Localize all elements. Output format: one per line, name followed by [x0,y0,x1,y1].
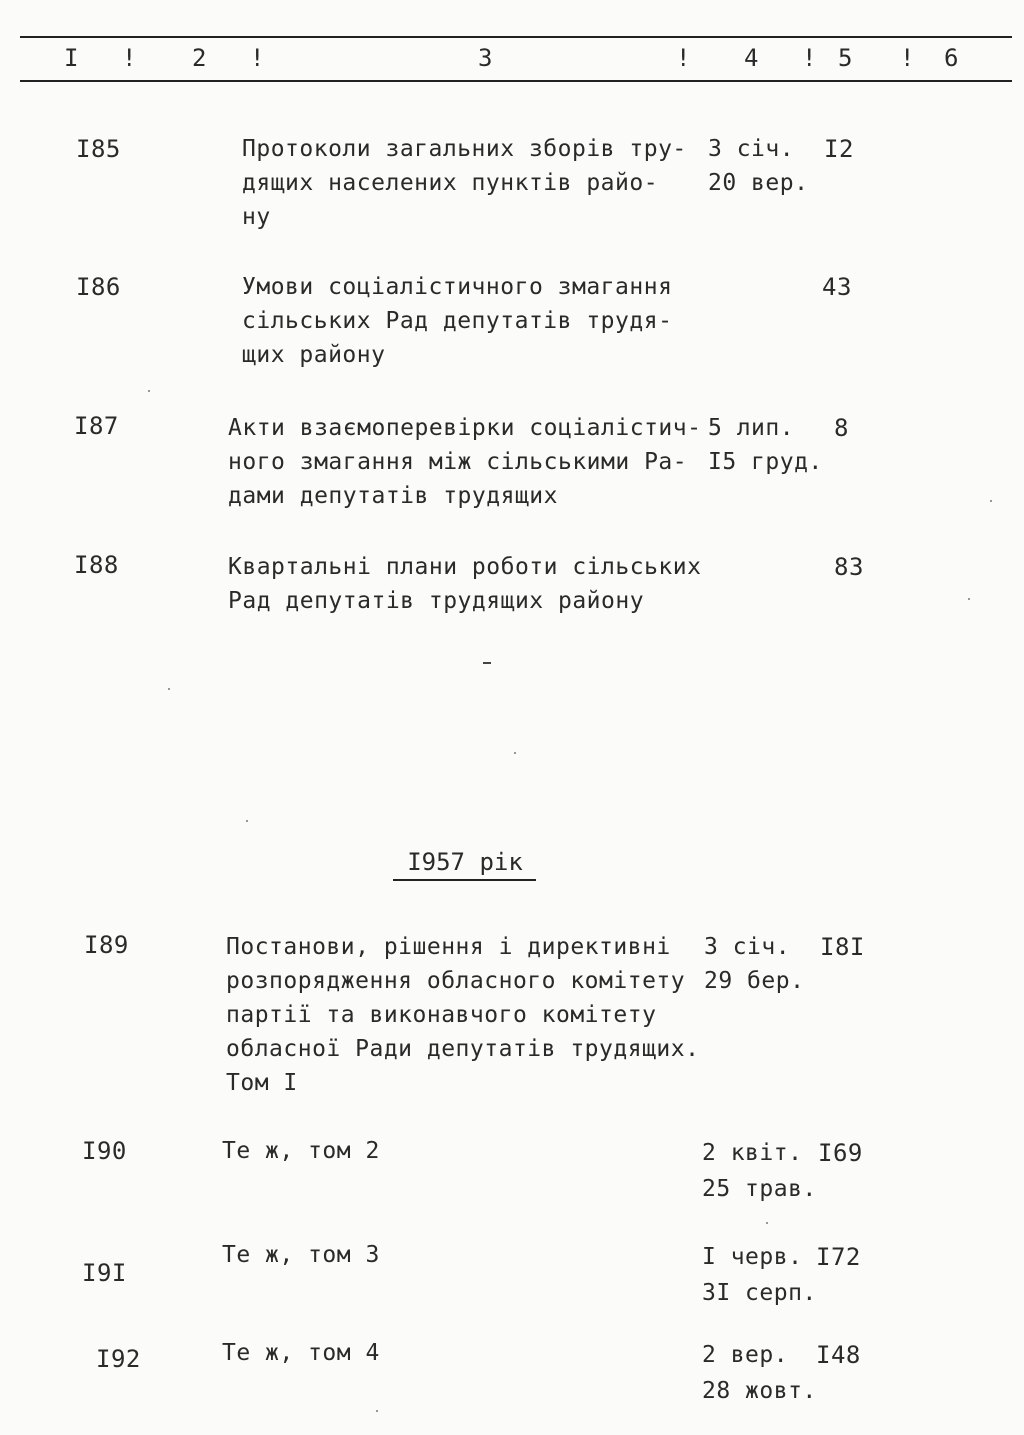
entry-date-start: 3 січ. [708,136,795,162]
entry-sheet-count: I8I [820,933,865,961]
entry-title-line: ного змагання між сільськими Ра- [228,449,688,475]
column-separator: ! [250,44,265,72]
entry-date-end: 20 вер. [708,170,809,196]
column-header-1: I [64,44,79,72]
column-header-3: 3 [478,44,493,72]
scan-speck [168,688,170,690]
entry-date-start: 2 вер. [702,1342,789,1368]
entry-title-line: обласної Ради депутатів трудящих. [226,1036,700,1062]
entry-number: I86 [76,273,121,301]
entry-title-line: партії та виконавчого комітету [226,1002,657,1028]
entry-number: I87 [74,412,119,440]
entry-title-line: Акти взаємоперевірки соціалістич- [228,415,702,441]
entry-title-line: дящих населених пунктів райо- [242,170,659,196]
column-separator: ! [676,44,691,72]
entry-number: I90 [82,1137,127,1165]
column-header-6: 6 [944,44,959,72]
entry-number: I88 [74,551,119,579]
scan-speck [148,390,150,392]
entry-title-line: Протоколи загальних зборів тру- [242,136,687,162]
entry-date-start: 2 квіт. [702,1140,803,1166]
year-heading: I957 рік [407,848,523,876]
entry-title-line: Те ж, том 3 [222,1242,380,1268]
column-separator: ! [802,44,817,72]
column-header-4: 4 [744,44,759,72]
entry-date-start: 3 січ. [704,934,791,960]
year-heading-underline [393,879,536,881]
entry-date-end: 3I серп. [702,1280,817,1306]
entry-title-line: щих району [242,342,386,368]
entry-title-line: Те ж, том 2 [222,1138,380,1164]
entry-date-end: 28 жовт. [702,1378,817,1404]
entry-title-line: ну [242,204,271,230]
entry-date-start: I черв. [702,1244,803,1270]
entry-title-line: Рад депутатів трудящих району [228,588,645,614]
entry-title-line: Квартальні плани роботи сільських [228,554,702,580]
scan-speck [376,1410,378,1412]
entry-sheet-count: 83 [834,553,864,581]
entry-number: I89 [84,931,129,959]
entry-sheet-count: 43 [822,273,852,301]
entry-sheet-count: I72 [816,1243,861,1271]
entry-date-start: 5 лип. [708,415,795,441]
header-top-rule [20,36,1012,38]
scan-speck [990,500,992,502]
scan-speck [514,752,516,754]
entry-number: I85 [76,135,121,163]
entry-number: I92 [96,1345,141,1373]
entry-sheet-count: I69 [818,1139,863,1167]
header-bottom-rule [20,80,1012,82]
scan-speck [968,598,970,600]
entry-date-end: I5 груд. [708,449,823,475]
scan-speck [246,820,248,822]
entry-date-end: 29 бер. [704,968,805,994]
column-header-5: 5 [838,44,853,72]
entry-sheet-count: 8 [834,414,849,442]
entry-title-line: сільських Рад депутатів трудя- [242,308,673,334]
entry-title-line: дами депутатів трудящих [228,483,558,509]
entry-title-line: Те ж, том 4 [222,1340,380,1366]
entry-title-line: Умови соціалістичного змагання [242,274,673,300]
separator-dash [483,662,491,664]
entry-number: I9I [82,1259,127,1287]
entry-sheet-count: I48 [816,1341,861,1369]
entry-date-end: 25 трав. [702,1176,817,1202]
entry-title-line: Том I [226,1070,298,1096]
column-separator: ! [900,44,915,72]
entry-title-line: розпорядження обласного комітету [226,968,686,994]
entry-title-line: Постанови, рішення і директивні [226,934,671,960]
scan-speck [766,1222,768,1224]
entry-sheet-count: I2 [824,135,854,163]
column-header-2: 2 [192,44,207,72]
column-separator: ! [122,44,137,72]
